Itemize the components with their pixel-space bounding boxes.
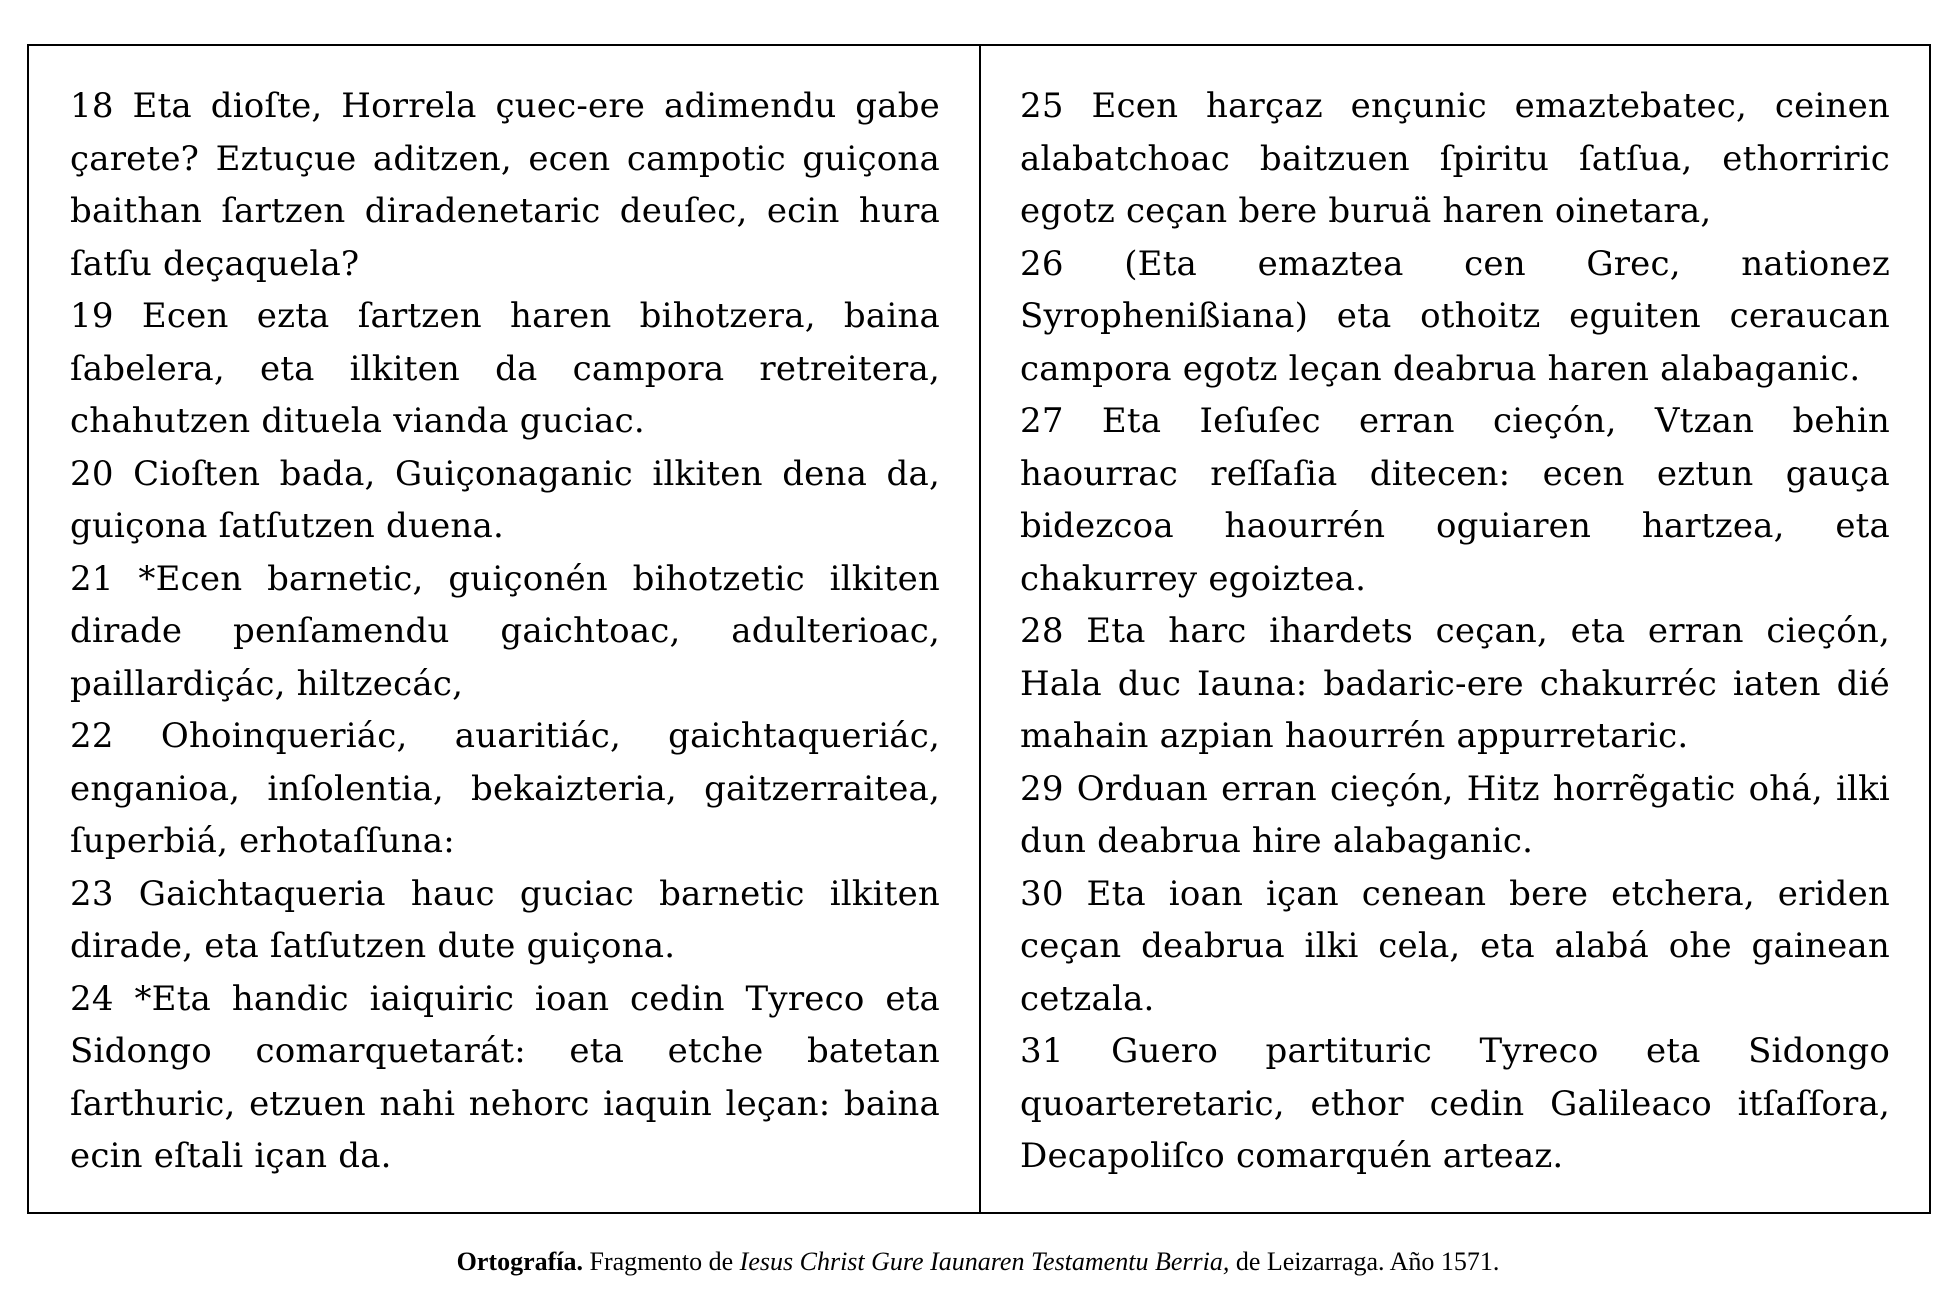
verse-26: 26 (Eta emaztea cen Grec, nationez Syrophenißiana) eta othoitz eguiten ceraucan campora egotz leçan deabrua haren alabaganic. (1020, 243, 1890, 389)
verse-19: 19 Ecen ezta ſartzen haren bihotzera, baina ſabelera, eta ilkiten da campora retreitera, chahutzen dituela vianda guciac. (70, 296, 940, 441)
verse-30: 30 Eta ioan içan cenean bere etchera, eriden ceçan deabrua ilki cela, eta alabá ohe gainean cetzala. (1020, 873, 1890, 1019)
caption-text-after: de Leizarraga. Año 1571. (1229, 1247, 1500, 1276)
verse-31: 31 Guero partituric Tyreco eta Sidongo quoarteretaric, ethor cedin Galileaco itſaſſora, Decapoliſco comarquén arteaz. (1020, 1031, 1890, 1176)
verse-24: 24 *Eta handic iaiquiric ioan cedin Tyreco eta Sidongo comarquetarát: eta etche batetan ſarthuric, etzuen nahi nehorc iaquin leçan: baina ecin eſtali içan da. (70, 978, 940, 1176)
verse-23: 23 Gaichtaqueria hauc guciac barnetic ilkiten dirade, eta ſatſutzen dute guiçona. (70, 873, 940, 966)
verse-21: 21 *Ecen barnetic, guiçonén bihotzetic ilkiten dirade penſamendu gaichtoac, adulterioac, paillardiçác, hiltzecác, (70, 558, 940, 704)
verse-18: 18 Eta dioſte, Horrela çuec-ere adimendu gabe çarete? Eztuçue aditzen, ecen campotic guiçona baithan ſartzen diradenetaric deuſec, ecin hura ſatſu deçaquela? (70, 86, 940, 284)
caption-label: Ortografía. (456, 1247, 583, 1276)
verse-22: 22 Ohoinqueriác, auaritiác, gaichtaqueriác, enganioa, inſolentia, bekaizteria, gaitzerraitea, ſuperbiá, erhotaſſuna: (70, 716, 940, 861)
left-column (70, 80, 940, 1183)
verse-25: 25 Ecen harçaz ençunic emaztebatec, ceinen alabatchoac baitzuen ſpiritu ſatſua, ethorriric egotz ceçan bere buruä haren oinetara, (1020, 86, 1890, 231)
column-divider (979, 44, 981, 1214)
verse-27: 27 Eta Ieſuſec erran cieçón, Vtzan behin haourrac reſſaſia ditecen: ecen eztun gauça bidezcoa haourrén oguiaren hartzea, eta chakurrey egoiztea. (1020, 401, 1890, 599)
verse-29: 29 Orduan erran cieçón, Hitz horrẽgatic ohá, ilki dun deabrua hire alabaganic. (1020, 768, 1890, 861)
right-column (1020, 80, 1890, 1183)
figure-caption (0, 1246, 1956, 1278)
caption-text-before: Fragmento de (582, 1247, 740, 1276)
verse-28: 28 Eta harc ihardets ceçan, eta erran cieçón, Hala duc Iauna: badaric-ere chakurréc iaten dié mahain azpian haourrén appurretaric. (1020, 611, 1890, 756)
caption-book-title: Iesus Christ Gure Iaunaren Testamentu Berria, (739, 1247, 1230, 1276)
verse-20: 20 Cioſten bada, Guiçonaganic ilkiten dena da, guiçona ſatſutzen duena. (70, 453, 940, 546)
